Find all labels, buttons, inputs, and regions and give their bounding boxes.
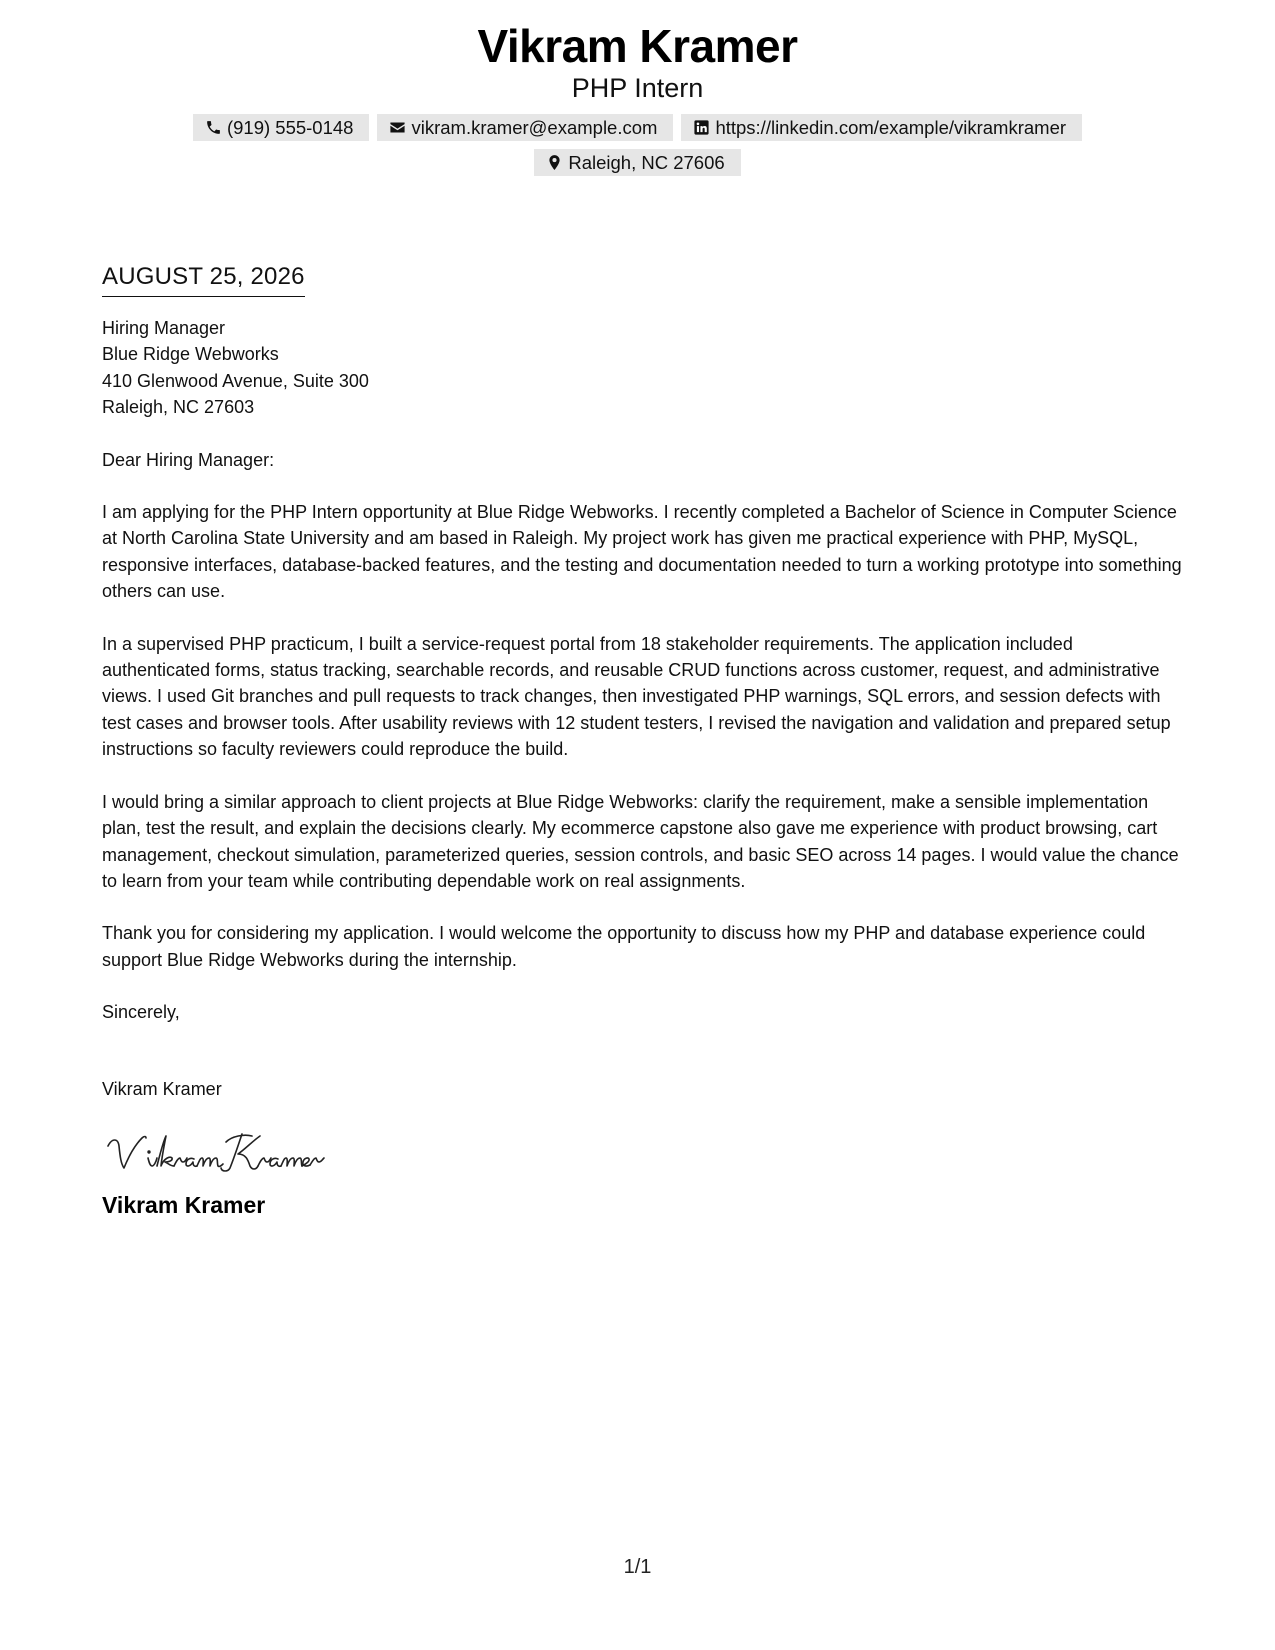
applicant-title: PHP Intern: [571, 73, 704, 103]
body-paragraph: In a supervised PHP practicum, I built a service-request portal from 18 stakeholder requirements. The application included authenticated forms, status tracking, searchable records, and reusable CRUD functions across customer, request, and administrative views. I used Git branches and pull requests to track changes, then investigated PHP warnings, SQL errors, and session defects with test cases and browser tools. After usability reviews with 12 student testers, I revised the navigation and validation and prepared setup instructions so faculty reviewers could reproduce the build.: [102, 633, 1171, 760]
typed-name: Vikram Kramer: [102, 1078, 222, 1099]
recipient-line: 410 Glenwood Avenue, Suite 300: [102, 370, 369, 391]
salutation: Dear Hiring Manager:: [102, 449, 275, 470]
body-paragraph: I am applying for the PHP Intern opportunity at Blue Ridge Webworks. I recently completed a Bachelor of Science in Computer Science at North Carolina State University and am based in Raleigh. My project work has given me practical experience with PHP, MySQL, responsive interfaces, database-backed features, and the testing and documentation needed to turn a working prototype into something others can use.: [102, 502, 1182, 602]
location-text: Raleigh, NC 27606: [568, 152, 725, 173]
linkedin-chip[interactable]: [681, 114, 1082, 141]
email-chip[interactable]: [377, 114, 673, 141]
recipient-line: Hiring Manager: [102, 318, 226, 338]
letter-body: [102, 262, 1182, 1220]
letter-date: AUGUST 25, 2026: [102, 262, 305, 297]
letter-header: [0, 18, 1275, 176]
page-number: 1/1: [623, 1556, 652, 1578]
contact-bar: [173, 114, 1103, 176]
recipient-line: Raleigh, NC 27603: [102, 397, 255, 418]
recipient-line: Blue Ridge Webworks: [102, 344, 279, 365]
applicant-name: Vikram Kramer: [477, 20, 798, 72]
phone-chip[interactable]: [193, 114, 370, 141]
linkedin-text: https://linkedin.com/example/vikramkramer: [715, 117, 1067, 138]
email-text: vikram.kramer@example.com: [411, 117, 658, 138]
signed-name: Vikram Kramer: [102, 1191, 266, 1218]
location-chip: [534, 149, 740, 176]
closing: Sincerely,: [102, 1002, 180, 1023]
map-pin-icon: [546, 154, 563, 171]
envelope-icon: [389, 119, 406, 136]
phone-icon: [205, 119, 222, 136]
recipient-address: [102, 315, 1182, 421]
linkedin-icon: [693, 119, 710, 136]
body-paragraph: Thank you for considering my application. I would welcome the opportunity to discuss how my PHP and database experience could support Blue Ridge Webworks during the internship.: [102, 923, 1146, 970]
handwritten-signature: [102, 1124, 362, 1184]
body-paragraph: I would bring a similar approach to client projects at Blue Ridge Webworks: clarify the requirement, make a sensible implementation plan, test the result, and explain the decisions clearly. My ecommerce capstone also gave me experience with product browsing, cart management, checkout simulation, parameterized queries, session controls, and basic SEO across 14 pages. I would value the chance to learn from your team while contributing dependable work on real assignments.: [102, 791, 1179, 891]
phone-text: (919) 555-0148: [226, 117, 354, 138]
